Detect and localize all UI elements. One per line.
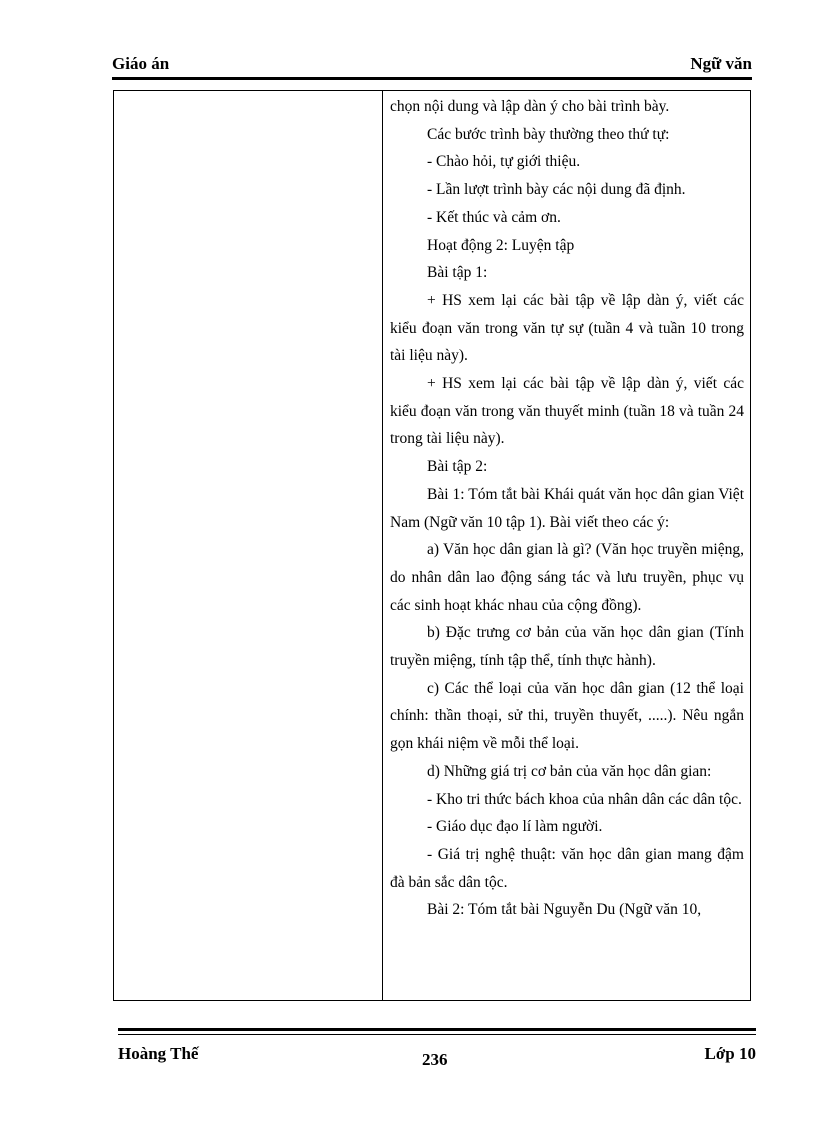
- page-number: 236: [422, 1050, 448, 1069]
- paragraph: Bài tập 2:: [427, 458, 488, 476]
- paragraph: a) Văn học dân gian là gì? (Văn học truyền miệng, do nhân dân lao động sáng tác và lưu truyền, phục vụ các sinh hoạt khác nhau của cộng đồng).: [390, 541, 744, 614]
- left-column: [114, 91, 383, 1000]
- paragraph: - Giá trị nghệ thuật: văn học dân gian mang đậm đà bản sắc dân tộc.: [390, 845, 744, 891]
- paragraph: Bài tập 1:: [427, 264, 488, 282]
- footer-grade: Lớp 10: [704, 1044, 756, 1063]
- paragraph: - Kết thúc và cảm ơn.: [427, 208, 561, 226]
- footer-rule-thick: [118, 1028, 756, 1031]
- paragraph: b) Đặc trưng cơ bản của văn học dân gian (Tính truyền miệng, tính tập thể, tính thực hành).: [390, 624, 744, 670]
- footer-rule-thin: [118, 1034, 756, 1035]
- paragraph: - Giáo dục đạo lí làm người.: [427, 818, 603, 836]
- paragraph: - Kho tri thức bách khoa của nhân dân các dân tộc.: [427, 790, 742, 808]
- footer-author: Hoàng Thế: [118, 1044, 199, 1063]
- paragraph: c) Các thể loại của văn học dân gian (12 thể loại chính: thần thoại, sử thi, truyền thuyết, .....). Nêu ngắn gọn khái niệm về mỗi thể loại.: [390, 679, 744, 753]
- page-header: [112, 50, 752, 78]
- header-title-right: Ngữ văn: [690, 54, 752, 73]
- header-title-left: Giáo án: [112, 54, 170, 73]
- paragraph: Bài 2: Tóm tắt bài Nguyễn Du (Ngữ văn 10,: [427, 901, 702, 919]
- paragraph: + HS xem lại các bài tập về lập dàn ý, viết các kiểu đoạn văn trong văn tự sự (tuần 4 và tuần 10 trong tài liệu này).: [390, 291, 744, 365]
- page-footer: [118, 1028, 756, 1078]
- paragraph: Bài 1: Tóm tắt bài Khái quát văn học dân gian Việt Nam (Ngữ văn 10 tập 1). Bài viết theo các ý:: [390, 485, 744, 531]
- paragraph: d) Những giá trị cơ bản của văn học dân gian:: [427, 762, 712, 780]
- header-rule: [112, 77, 752, 80]
- paragraph: - Lần lượt trình bày các nội dung đã định.: [427, 181, 686, 199]
- paragraph: chọn nội dung và lập dàn ý cho bài trình bày.: [390, 98, 670, 115]
- paragraph: + HS xem lại các bài tập về lập dàn ý, viết các kiểu đoạn văn trong văn thuyết minh (tuần 18 và tuần 24 trong tài liệu này).: [390, 375, 744, 448]
- content-table: [113, 90, 751, 1001]
- paragraph: Các bước trình bày thường theo thứ tự:: [427, 125, 670, 143]
- right-column: [384, 91, 750, 1000]
- paragraph: - Chào hỏi, tự giới thiệu.: [427, 153, 581, 171]
- paragraph: Hoạt động 2: Luyện tập: [427, 236, 575, 254]
